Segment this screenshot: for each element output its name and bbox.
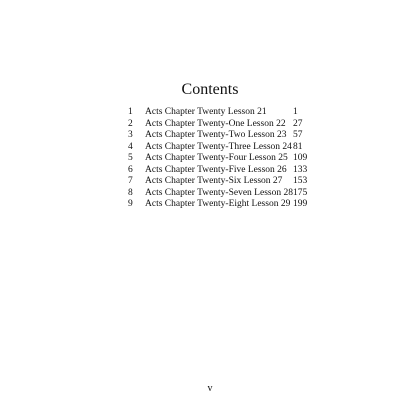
toc-entry-number: 4 — [128, 141, 133, 152]
toc-entry-number: 7 — [128, 176, 133, 186]
toc-entry[interactable] — [128, 188, 328, 200]
toc-entry-number: 6 — [128, 164, 133, 175]
toc-entry-title: Acts Chapter Twenty Lesson 21 — [145, 107, 267, 117]
toc-entry-number: 8 — [128, 187, 133, 198]
toc-entry[interactable] — [128, 130, 328, 142]
toc-entry-page: 133 — [293, 164, 308, 175]
toc-entry-page: 109 — [293, 153, 308, 163]
toc-entry-number: 2 — [128, 118, 133, 129]
toc-entry[interactable] — [128, 153, 328, 165]
toc-entry-number: 9 — [128, 199, 133, 209]
toc-entry-number: 1 — [128, 107, 133, 117]
toc-entry-page: 199 — [293, 199, 308, 209]
toc-entry-page: 1 — [293, 107, 298, 117]
toc-entry-page: 153 — [293, 176, 308, 186]
toc-entry-title: Acts Chapter Twenty-Four Lesson 25 — [145, 153, 288, 163]
toc-entry-title: Acts Chapter Twenty-Eight Lesson 29 — [145, 199, 291, 209]
toc-entry-number: 5 — [128, 153, 133, 163]
toc-entry[interactable] — [128, 176, 328, 188]
toc-entry-page: 57 — [293, 130, 303, 140]
toc-entry[interactable] — [128, 119, 328, 131]
toc-entry-title: Acts Chapter Twenty-Two Lesson 23 — [145, 130, 287, 140]
toc-entry-title: Acts Chapter Twenty-One Lesson 22 — [145, 118, 286, 129]
toc-entry-page: 81 — [293, 141, 303, 152]
toc-entry-page: 27 — [293, 118, 303, 129]
toc-entry-title: Acts Chapter Twenty-Six Lesson 27 — [145, 176, 283, 186]
toc-entry[interactable] — [128, 199, 328, 211]
toc-entry-title: Acts Chapter Twenty-Three Lesson 24 — [145, 141, 292, 152]
footer-page-number: v — [207, 383, 213, 394]
toc-entry-title: Acts Chapter Twenty-Seven Lesson 28 — [145, 187, 293, 198]
page-title: Contents — [181, 81, 239, 98]
toc-entry[interactable] — [128, 107, 328, 119]
toc-entry[interactable] — [128, 165, 328, 177]
toc-entry-number: 3 — [128, 130, 133, 140]
toc-entry[interactable] — [128, 142, 328, 154]
toc-entry-title: Acts Chapter Twenty-Five Lesson 26 — [145, 164, 287, 175]
toc-entry-page: 175 — [293, 187, 308, 198]
table-of-contents — [128, 107, 328, 211]
